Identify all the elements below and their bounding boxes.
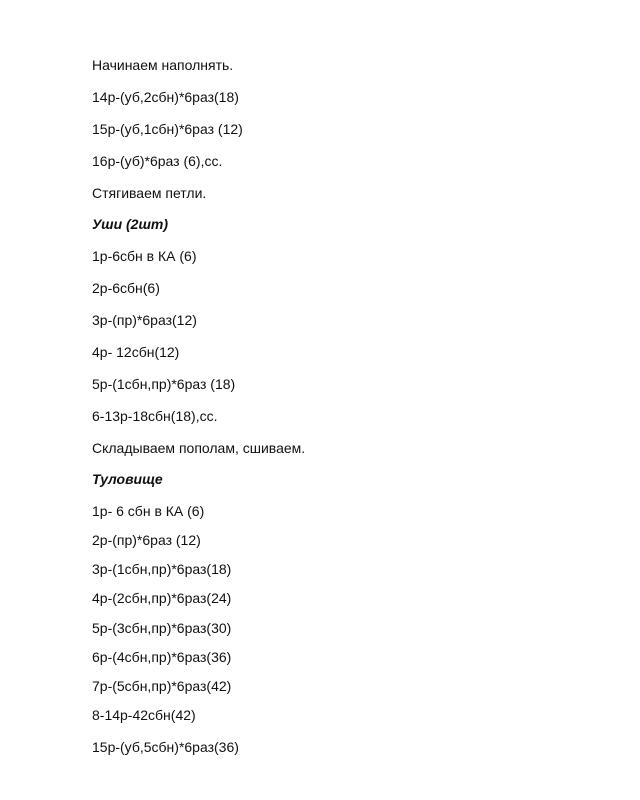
text-line: 1р-6сбн в КА (6) [92,248,197,264]
section-heading-body: Туловище [92,471,163,487]
text-line: 7р-(5сбн,пр)*6раз(42) [92,678,232,694]
text-line: Стягиваем петли. [92,185,207,201]
text-line: 15р-(уб,1сбн)*6раз (12) [92,121,243,137]
text-line: 8-14р-42сбн(42) [92,707,196,723]
text-line: 4р- 12сбн(12) [92,344,180,360]
text-line: 2р-(пр)*6раз (12) [92,532,201,548]
text-line: Начинаем наполнять. [92,57,234,73]
text-line: 6-13р-18сбн(18),сс. [92,408,218,424]
text-line: 3р-(1сбн,пр)*6раз(18) [92,561,232,577]
text-line: 14р-(уб,2сбн)*6раз(18) [92,89,239,105]
text-line: 6р-(4сбн,пр)*6раз(36) [92,649,232,665]
text-line: 1р- 6 сбн в КА (6) [92,503,205,519]
text-line: 5р-(1сбн,пр)*6раз (18) [92,376,236,392]
text-line: 4р-(2сбн,пр)*6раз(24) [92,590,232,606]
text-line: 3р-(пр)*6раз(12) [92,312,197,328]
text-line: 5р-(3сбн,пр)*6раз(30) [92,620,232,636]
text-line: Складываем пополам, сшиваем. [92,440,306,456]
section-heading-ears: Уши (2шт) [92,216,169,232]
text-line: 16р-(уб)*6раз (6),сс. [92,153,223,169]
text-line: 2р-6сбн(6) [92,280,160,296]
text-line: 15р-(уб,5сбн)*6раз(36) [92,739,239,755]
